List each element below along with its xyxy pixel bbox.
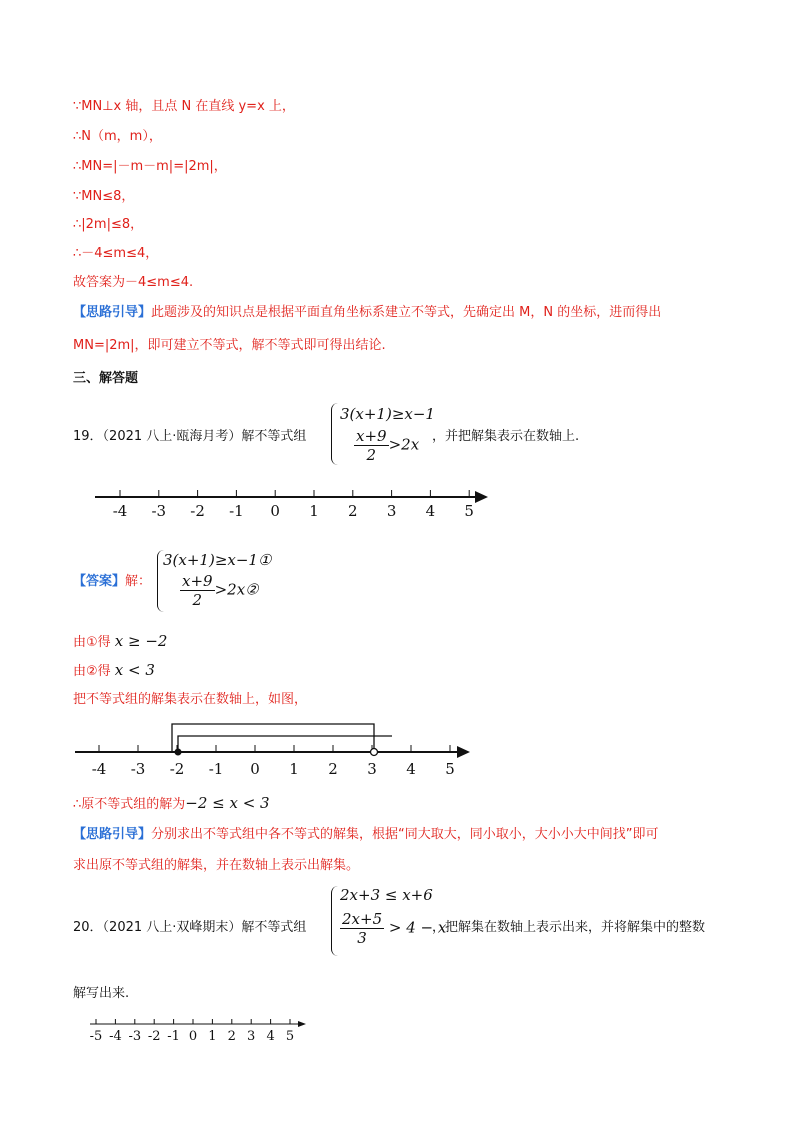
- q20-ineq-2: $\frac{2x+5}{3}$ > 4 − x: [342, 910, 447, 947]
- solution-line-5: ∴|2m|≤8，: [73, 217, 144, 232]
- q19-tick-label: 2: [348, 502, 358, 520]
- hint-text: 此题涉及的知识点是根据平面直角坐标系建立不等式，先确定出 M，N 的坐标，进而得出: [151, 305, 662, 320]
- hint-text: 分别求出不等式组中各不等式的解集，根据“同大取大，同小取小，大小小大中间找”即可: [151, 827, 659, 842]
- step-2: 由②得 x < 3: [73, 661, 155, 679]
- q19-tick-label: -3: [151, 502, 167, 520]
- a19-ineq-2: $\frac{x+9}{2}$ >2x②: [182, 572, 259, 609]
- q20-tick-label: -3: [128, 1029, 142, 1044]
- hint-18-line-2: MN=|2m|，即可建立不等式，解不等式即可得出结论.: [73, 338, 386, 353]
- hint-label: 【思路引导】: [73, 305, 152, 320]
- marker-2: ②: [245, 580, 259, 599]
- q19-ineq-1: 3(x+1)≥x−1: [340, 405, 435, 423]
- q19-tick-label: -4: [112, 502, 128, 520]
- q19-suffix: ，并把解集表示在数轴上.: [432, 429, 580, 444]
- closed-endpoint: [175, 749, 182, 756]
- q19-ticks: [113, 490, 474, 520]
- hint-19-line-1: [73, 826, 659, 844]
- q19-prefix: 19．（2021 八上·瓯海月考）解不等式组: [73, 429, 307, 444]
- a19-tick-label: 0: [250, 760, 260, 778]
- q19-tick-label: 0: [270, 502, 280, 520]
- q19-number-line: [0, 480, 800, 520]
- a19-tick-label: 2: [328, 760, 338, 778]
- a19-ineq-1: 3(x+1)≥x−1①: [163, 551, 272, 569]
- answer-lead-text: 解：: [125, 574, 152, 589]
- step-1: 由①得 x ≥ −2: [73, 632, 168, 650]
- a19-tick-label: -1: [208, 760, 224, 778]
- q20-tick-label: 2: [227, 1029, 236, 1044]
- answer-19-lead: [73, 573, 151, 591]
- marker-1: ①: [257, 551, 272, 569]
- q19-tick-label: 4: [425, 502, 436, 520]
- hint-19-line-2: 求出原不等式组的解集，并在数轴上表示出解集。: [73, 858, 360, 873]
- answer-label: 【答案】: [73, 574, 126, 589]
- q20-brace: [331, 886, 338, 956]
- a19-tick-label: 4: [406, 760, 416, 778]
- q20-tick-label: -5: [89, 1029, 103, 1044]
- solution-line-2: ∴N（m，m），: [73, 129, 162, 144]
- q20-tick-label: 4: [266, 1029, 275, 1044]
- hint-label: 【思路引导】: [73, 827, 152, 842]
- conclusion: ∴原不等式组的解为−2 ≤ x < 3: [73, 794, 270, 812]
- open-endpoint: [371, 749, 378, 756]
- q20-suffix: ，把解集在数轴上表示出来，并将解集中的整数: [432, 920, 706, 935]
- a19-number-line: [0, 712, 800, 782]
- q20-tick-label: -1: [167, 1029, 180, 1044]
- q20-ineq-1: 2x+3 ≤ x+6: [340, 886, 433, 904]
- q19-tick-label: 5: [464, 502, 474, 520]
- a19-ticks: [92, 745, 455, 778]
- a19-tick-label: -4: [91, 760, 107, 778]
- hint-18-line-1: [73, 304, 661, 322]
- q20-number-line: [0, 1008, 800, 1048]
- solution-line-4: ∵MN≤8，: [73, 189, 135, 204]
- q19-tick-label: -2: [190, 502, 205, 520]
- q19-tick-label: 1: [309, 502, 319, 520]
- q20-tick-label: 1: [208, 1029, 217, 1044]
- solution-line-6: ∴－4≤m≤4，: [73, 246, 159, 261]
- a19-tick-label: -3: [130, 760, 146, 778]
- q20-ticks: [90, 1019, 294, 1044]
- q19-brace: [331, 403, 338, 465]
- q20-tick-label: -2: [147, 1029, 161, 1044]
- q19-tick-label: -1: [229, 502, 244, 520]
- solution-line-7: 故答案为－4≤m≤4.: [73, 275, 194, 290]
- a19-tick-label: 3: [367, 760, 377, 778]
- q19-ineq-2: $\frac{x+9}{2}$ >2x: [356, 427, 420, 464]
- q20-tick-label: 0: [188, 1029, 198, 1044]
- q20-tick-label: 5: [285, 1029, 295, 1044]
- solution-line-1: ∵MN⊥x 轴，且点 N 在直线 y=x 上，: [73, 99, 295, 114]
- solution-line-3: ∴MN=|－m－m|=|2m|，: [73, 159, 227, 174]
- a19-tick-label: 5: [445, 760, 455, 778]
- q20-tick-label: 3: [247, 1029, 256, 1044]
- step-3: 把不等式组的解集表示在数轴上，如图，: [73, 692, 308, 707]
- q20-prefix: 20．（2021 八上·双峰期末）解不等式组: [73, 920, 307, 935]
- a19-tick-label: -2: [169, 760, 185, 778]
- section-title: 三、解答题: [73, 371, 139, 386]
- q20-tick-label: -4: [109, 1029, 122, 1044]
- a19-tick-label: 1: [289, 760, 299, 778]
- q20-line-2: 解写出来.: [73, 986, 130, 1001]
- q19-tick-label: 3: [386, 502, 397, 520]
